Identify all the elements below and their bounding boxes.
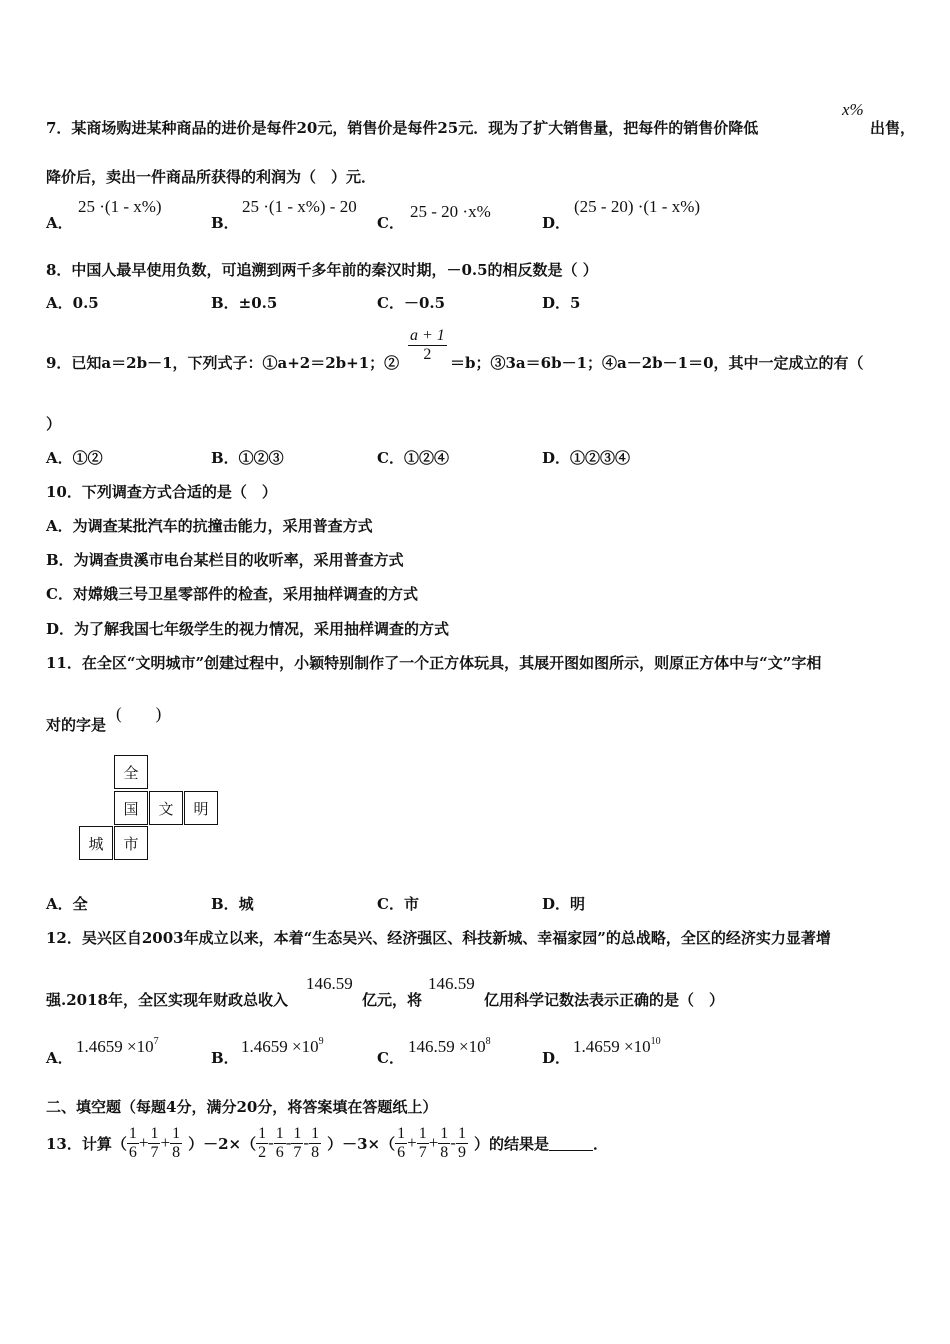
q11-stem-line2: 对的字是 <box>46 716 107 734</box>
q13-g2-f4: $\frac{1}{8}$ <box>311 1124 320 1161</box>
q7-option-d: (25 - 20) ·(1 - x%) <box>574 197 701 216</box>
q9-stem-close: ） <box>46 415 62 433</box>
q9-option-d: D．①②③④ <box>542 449 631 467</box>
q7-option-d-label: D． <box>542 214 571 232</box>
q13-g3-f2: $\frac{1}{7}$ <box>418 1124 427 1161</box>
q13-g1-f3: $\frac{1}{8}$ <box>172 1124 181 1161</box>
q12-option-d: $1.4659 \times 10^{10}$ <box>573 1036 661 1056</box>
q12-option-b-exp: 9 <box>318 1036 324 1047</box>
q11-option-d: D．明 <box>542 895 586 913</box>
q7-option-c-label: C． <box>377 214 404 232</box>
q12-stem-line2c: 亿用科学记数法表示正确的是（ ） <box>484 991 725 1009</box>
q13-op: + <box>407 1133 417 1152</box>
q10-option-b: B．为调查贵溪市电台某栏目的收听率，采用普查方式 <box>46 551 404 569</box>
q8-option-d: D．5 <box>542 294 581 312</box>
q7-option-b-label: B． <box>211 214 239 232</box>
q8-option-c: C．－0.5 <box>377 294 446 312</box>
q10-option-d: D．为了解我国七年级学生的视力情况，采用抽样调查的方式 <box>46 620 450 638</box>
q8-stem: 8．中国人最早使用负数，可追溯到两千多年前的秦汉时期，－0.5的相反数是（ ） <box>46 261 598 279</box>
q13-op: + <box>138 1133 149 1152</box>
q13-g3-f3: $\frac{1}{8}$ <box>440 1124 449 1161</box>
q9-option-c: C．①②④ <box>377 449 449 467</box>
net-cell-top: 全 <box>114 755 148 789</box>
q12-value-1: 146.59 <box>306 974 353 993</box>
q10-option-a: A．为调查某批汽车的抗撞击能力，采用普查方式 <box>46 517 373 535</box>
q9-option-a: A．①② <box>46 449 103 467</box>
q13-mid2: ）－3×（ <box>327 1134 396 1153</box>
net-cell-mid3: 明 <box>184 791 218 825</box>
q13-label: 13．计算（ <box>46 1134 127 1153</box>
q7-stem-line1: 7．某商场购进某种商品的进价是每件20元，销售价是每件25元．现为了扩大销售量，把每件的销售价降低 <box>46 119 759 137</box>
q13-op: - <box>303 1133 310 1152</box>
q12-option-d-label: D． <box>542 1049 571 1067</box>
q12-option-c: $146.59 \times 10^8$ <box>408 1036 491 1056</box>
q7-option-a: 25 ·(1 - x%) <box>78 197 162 216</box>
net-cell-mid1: 国 <box>114 791 148 825</box>
q13-g1-f2: $\frac{1}{7}$ <box>150 1124 159 1161</box>
q11-paren: ( ) <box>116 704 162 723</box>
q9-frac-den: 2 <box>423 346 432 363</box>
q8-option-b: B．±0.5 <box>211 294 278 312</box>
q12-option-c-label: C． <box>377 1049 404 1067</box>
q9-stem-a: 9．已知a＝2b－1，下列式子：①a+2＝2b+1；② <box>46 354 400 372</box>
q13-end: ）的结果是 <box>473 1134 549 1153</box>
q12-option-c-exp: 8 <box>485 1036 491 1047</box>
q7-option-b: 25 ·(1 - x%) - 20 <box>242 197 357 216</box>
q7-stem-tail: 出售， <box>870 119 916 137</box>
q12-option-a: $1.4659 \times 10^7$ <box>76 1036 159 1056</box>
q13-line <box>46 1121 608 1165</box>
q11-stem-line1: 11．在全区“文明城市”创建过程中，小颖特别制作了一个正方体玩具，其展开图如图所示，则原正方体中与“文”字相 <box>46 654 822 672</box>
q13-answer-blank[interactable] <box>549 1136 593 1151</box>
q9-option-b: B．①②③ <box>211 449 284 467</box>
q13-g3-f1: $\frac{1}{6}$ <box>397 1124 406 1161</box>
q7-stem-line2: 降价后，卖出一件商品所获得的利润为（ ）元． <box>46 168 377 186</box>
q12-option-a-label: A． <box>46 1049 73 1067</box>
section-2-title: 二、填空题（每题4分，满分20分，将答案填在答题纸上） <box>46 1098 438 1116</box>
q11-option-b: B．城 <box>211 895 254 913</box>
q9-frac-num: a + 1 <box>410 327 445 344</box>
net-cell-mid2: 文 <box>149 791 183 825</box>
q7-option-c: 25 - 20 ·x% <box>410 202 491 221</box>
q13-g2-f1: $\frac{1}{2}$ <box>258 1124 267 1161</box>
q13-g2-f3: $\frac{1}{7}$ <box>293 1124 302 1161</box>
q12-value-2: 146.59 <box>428 974 475 993</box>
q12-option-d-exp: 10 <box>650 1036 661 1047</box>
q10-stem: 10．下列调查方式合适的是（ ） <box>46 483 277 501</box>
q11-option-c: C．市 <box>377 895 419 913</box>
q7-option-a-label: A． <box>46 214 73 232</box>
q8-option-a: A．0.5 <box>46 294 99 312</box>
net-cell-bot2: 市 <box>114 826 148 860</box>
q12-option-b-label: B． <box>211 1049 239 1067</box>
q9-fraction <box>408 327 447 364</box>
net-cell-bot1: 城 <box>79 826 113 860</box>
q7-var: x% <box>842 100 864 119</box>
q12-option-a-exp: 7 <box>153 1036 159 1047</box>
q9-stem-b: ＝b；③3a＝6b－1；④a－2b－1＝0，其中一定成立的有（ <box>450 354 864 372</box>
q12-stem-line2a: 强.2018年，全区实现年财政总收入 <box>46 991 288 1009</box>
q12-stem-line1: 12．吴兴区自2003年成立以来，本着“生态吴兴、经济强区、科技新城、幸福家园”的总战略，全区的经济实力显著增 <box>46 929 831 947</box>
q13-g3-f4: $\frac{1}{9}$ <box>457 1124 466 1161</box>
q13-op: - <box>285 1133 292 1152</box>
q13-op: + <box>160 1133 171 1152</box>
q12-stem-line2b: 亿元，将 <box>362 991 423 1009</box>
q13-g1-f1: $\frac{1}{6}$ <box>128 1124 137 1161</box>
q13-mid1: ）－2×（ <box>188 1134 257 1153</box>
q10-option-c: C．对嫦娥三号卫星零部件的检查，采用抽样调查的方式 <box>46 585 418 603</box>
q13-tail: ． <box>592 1134 608 1153</box>
q12-option-b: $1.4659 \times 10^9$ <box>241 1036 324 1056</box>
q13-op: - <box>268 1133 274 1152</box>
q11-option-a: A．全 <box>46 895 88 913</box>
q13-g2-f2: $\frac{1}{6}$ <box>275 1124 284 1161</box>
q13-op: - <box>450 1133 456 1152</box>
q13-op: + <box>428 1133 439 1152</box>
